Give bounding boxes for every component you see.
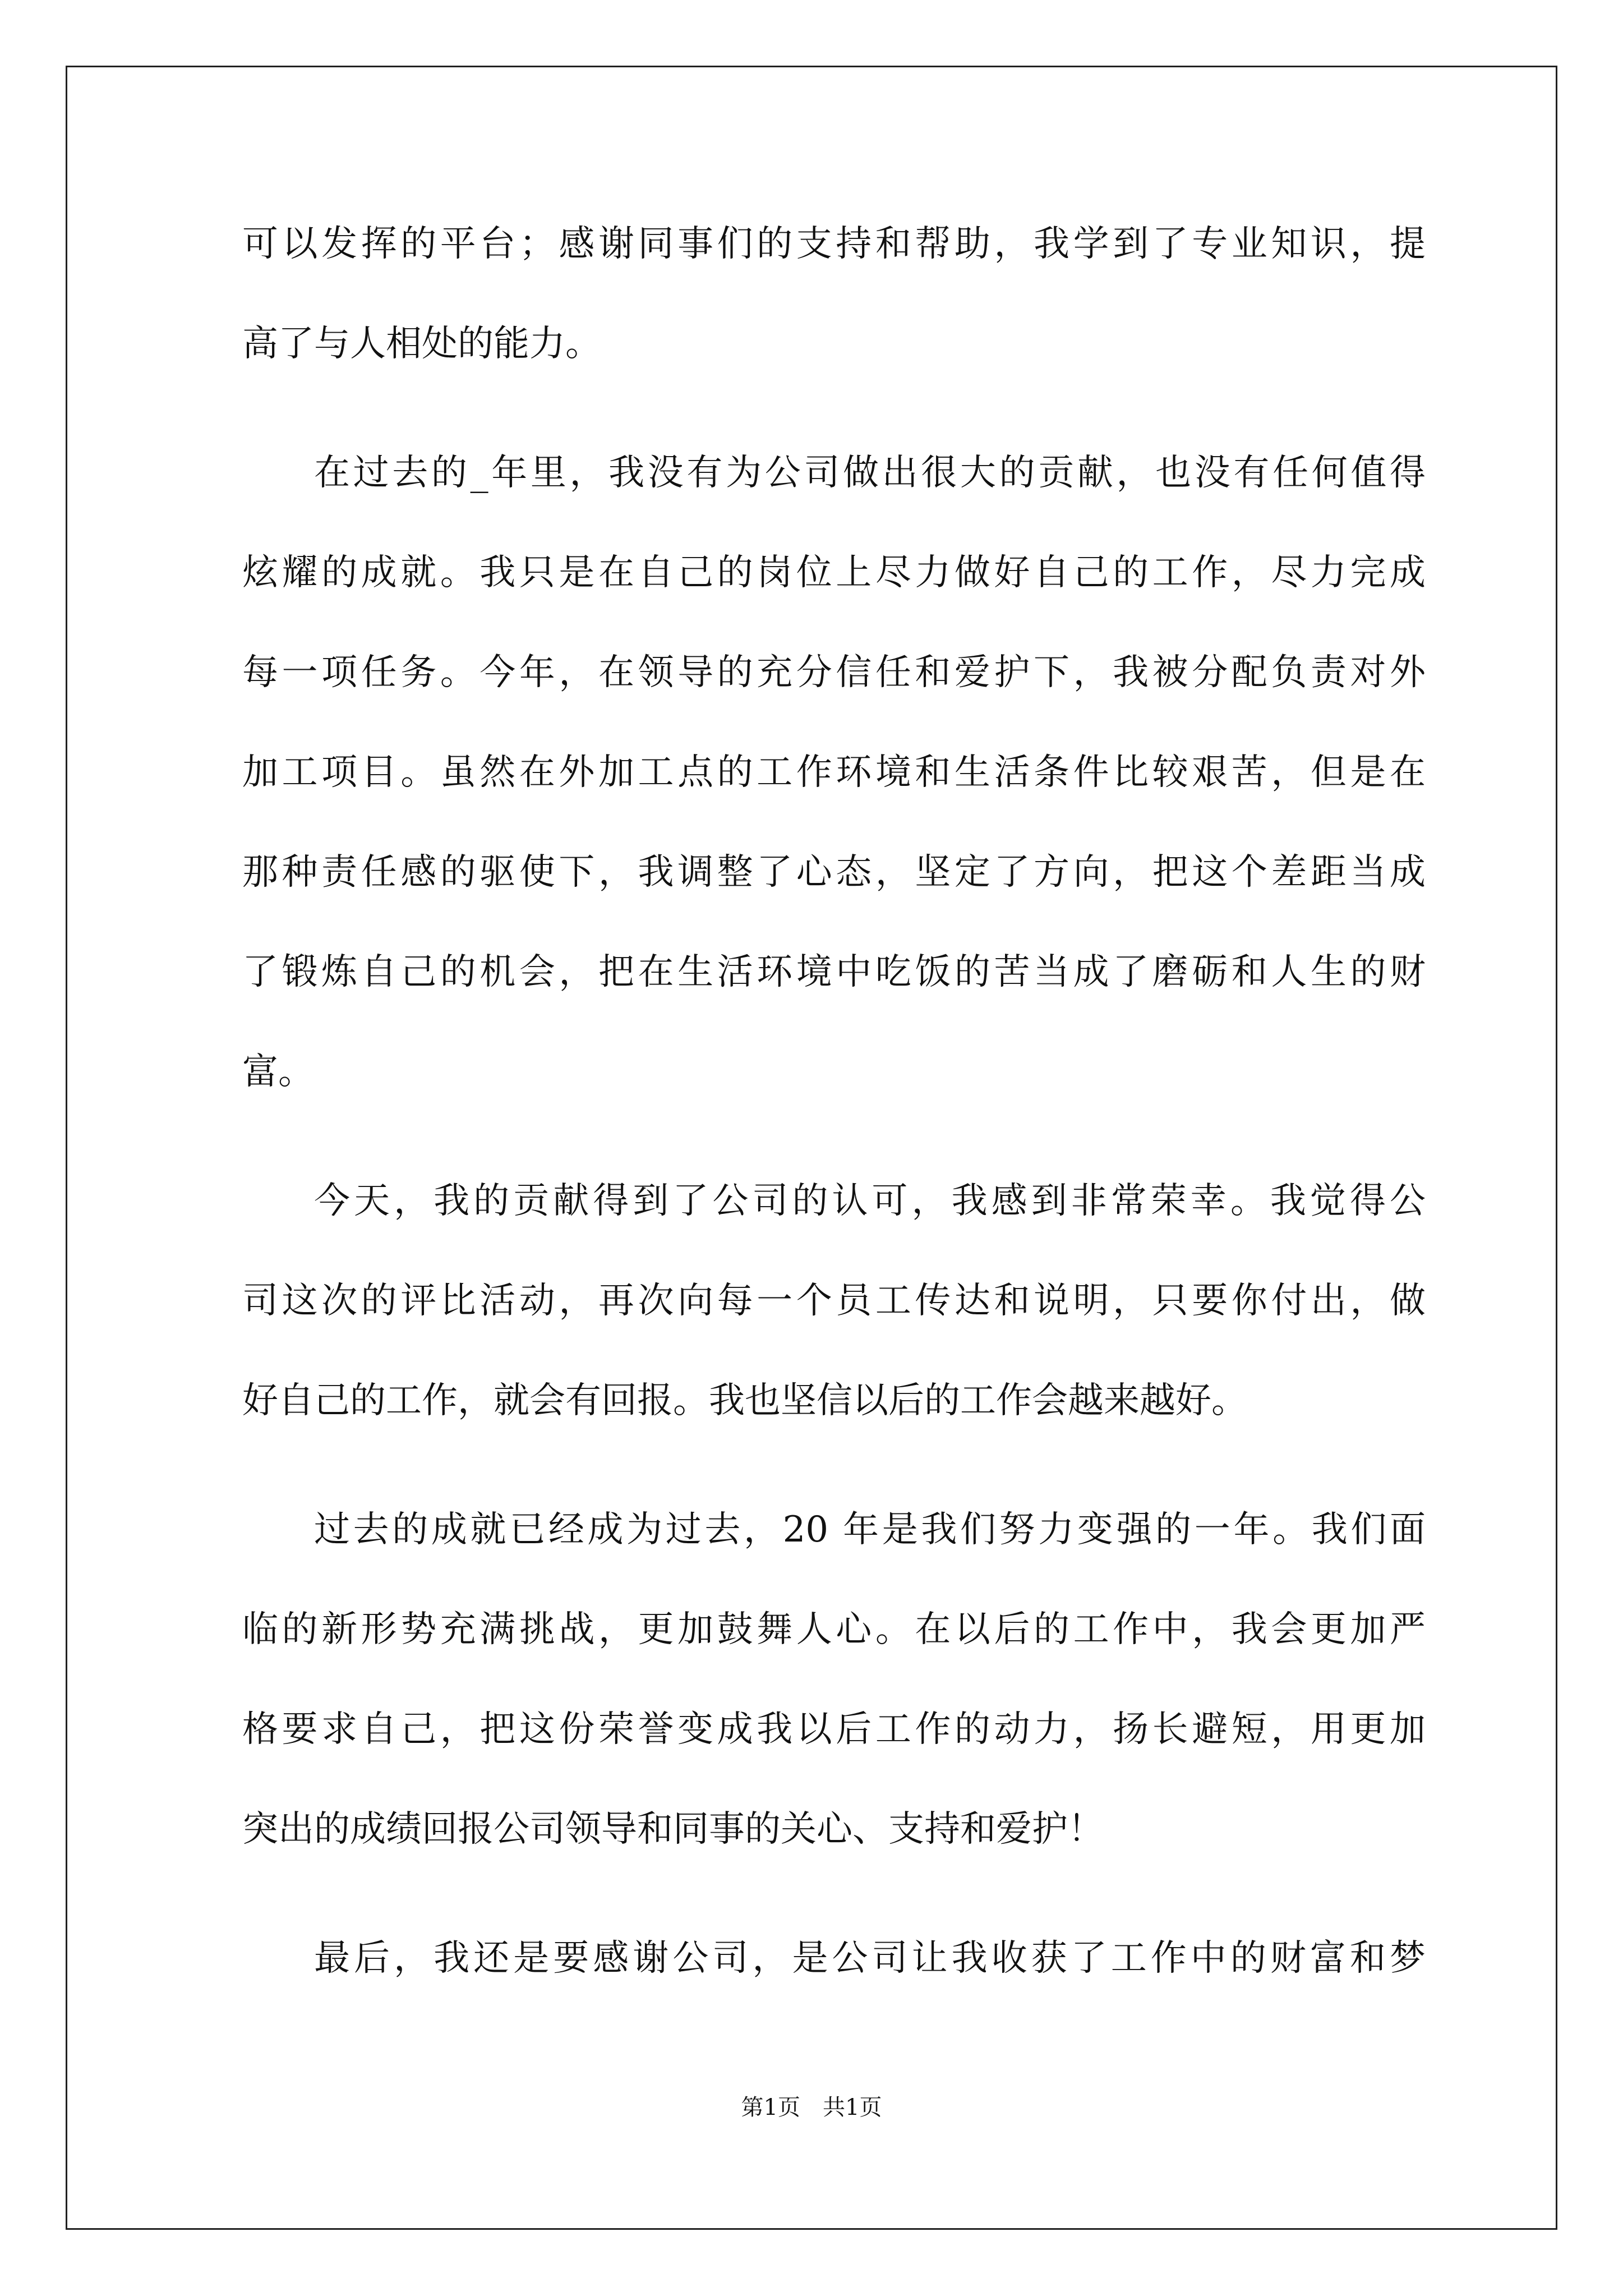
paragraph-line: 好自己的工作，就会有回报。我也坚信以后的工作会越来越好。	[242, 1380, 1247, 1421]
paragraph-line: 临的新形势充满挑战，更加鼓舞人心。在以后的工作中，我会更加严	[242, 1609, 1426, 1650]
paragraph-line: 过去的成就已经成为过去，20 年是我们努力变强的一年。我们面	[314, 1509, 1426, 1550]
paragraph-line: 每一项任务。今年，在领导的充分信任和爱护下，我被分配负责对外	[242, 652, 1426, 693]
paragraph-line: 最后，我还是要感谢公司，是公司让我收获了工作中的财富和梦	[314, 1938, 1426, 1979]
paragraph-line: 格要求自己，把这份荣誉变成我以后工作的动力，扬长避短，用更加	[242, 1709, 1426, 1750]
paragraph-line: 富。	[242, 1051, 314, 1093]
paragraph-line: 在过去的_年里，我没有为公司做出很大的贡献，也没有任何值得	[314, 452, 1426, 494]
paragraph-line: 高了与人相处的能力。	[242, 323, 601, 365]
paragraph-line: 突出的成绩回报公司领导和同事的关心、支持和爱护！	[242, 1809, 1104, 1850]
paragraph-line: 那种责任感的驱使下，我调整了心态，坚定了方向，把这个差距当成	[242, 852, 1426, 893]
page-footer: 第1页 共1页	[741, 2095, 882, 2120]
page-border	[66, 66, 1557, 2230]
paragraph-line: 今天，我的贡献得到了公司的认可，我感到非常荣幸。我觉得公	[314, 1180, 1426, 1222]
paragraph-line: 加工项目。虽然在外加工点的工作环境和生活条件比较艰苦，但是在	[242, 752, 1426, 793]
paragraph-line: 可以发挥的平台；感谢同事们的支持和帮助，我学到了专业知识，提	[242, 223, 1426, 265]
paragraph-line: 了锻炼自己的机会，把在生活环境中吃饭的苦当成了磨砺和人生的财	[242, 951, 1426, 993]
paragraph-line: 炫耀的成就。我只是在自己的岗位上尽力做好自己的工作，尽力完成	[242, 552, 1426, 593]
paragraph-line: 司这次的评比活动，再次向每一个员工传达和说明，只要你付出，做	[242, 1280, 1426, 1322]
